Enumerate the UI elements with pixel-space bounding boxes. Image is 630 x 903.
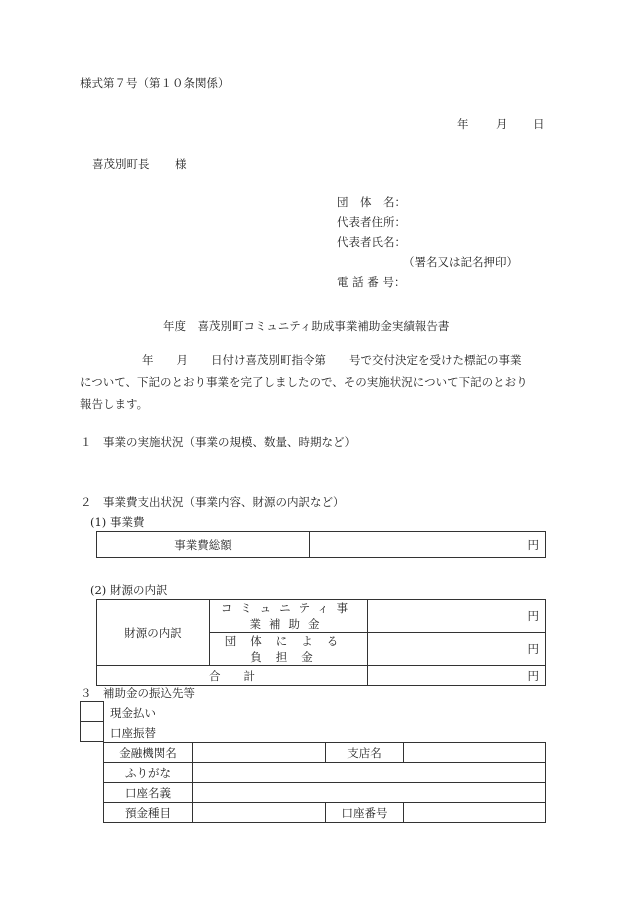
section-1-heading: １ 事業の実施状況（事業の規模、数量、時期など） [80, 435, 356, 449]
funding-subsidy-label: コミュニティ事業補助金 [210, 600, 368, 633]
table-row [97, 532, 546, 558]
account-number-field[interactable] [404, 803, 546, 823]
date-year: 年 [457, 117, 469, 131]
phone-label: 電 話 番 号： [337, 275, 406, 289]
rep-address-label: 代表者住所： [337, 215, 406, 229]
rep-name-label: 代表者氏名： [337, 235, 406, 249]
body-line-3: 報告します。 [80, 397, 149, 411]
funding-group-share-label: 団体による負担金 [210, 633, 368, 666]
table-row [104, 803, 546, 823]
account-name-label: 口座名義 [104, 783, 193, 803]
section-2-heading: ２ 事業費支出状況（事業内容、財源の内訳など） [80, 495, 345, 509]
cash-option-label: 現金払い [110, 706, 156, 720]
yen-unit: 円 [527, 537, 539, 552]
bank-account-table [103, 742, 546, 823]
funding-subsidy-value[interactable] [368, 600, 546, 633]
table-row [97, 600, 546, 633]
furigana-label: ふりがな [104, 763, 193, 783]
section-2-1-heading: (1) 事業費 [90, 515, 145, 529]
table-row [97, 666, 546, 686]
deposit-type-label: 預金種目 [104, 803, 193, 823]
bank-name-label: 金融機関名 [104, 743, 193, 763]
total-cost-value[interactable] [310, 532, 546, 558]
date-month: 月 [496, 117, 508, 131]
form-number: 様式第７号（第１０条関係） [80, 76, 230, 90]
group-name-label: 団 体 名： [337, 195, 406, 209]
total-cost-label: 事業費総額 [97, 532, 310, 558]
funding-breakdown-table [96, 599, 546, 686]
table-row [104, 743, 546, 763]
transfer-option-label: 口座振替 [110, 726, 156, 740]
yen-unit: 円 [527, 668, 539, 683]
funding-total-value[interactable] [368, 666, 546, 686]
table-row [104, 783, 546, 803]
funding-group-share-value[interactable] [368, 633, 546, 666]
yen-unit: 円 [527, 642, 539, 656]
date-day: 日 [533, 117, 545, 131]
branch-label: 支店名 [326, 743, 404, 763]
funding-group-label: 財源の内訳 [97, 600, 210, 666]
section-3-heading: ３ 補助金の振込先等 [80, 686, 195, 700]
body-line-2: について、下記のとおり事業を完了しましたので、その実施状況について下記のとおり [80, 375, 528, 389]
addressee-honorific: 様 [175, 157, 187, 171]
funding-total-label: 合 計 [97, 666, 368, 686]
account-name-field[interactable] [193, 783, 546, 803]
furigana-field[interactable] [193, 763, 546, 783]
project-cost-table [96, 531, 546, 558]
yen-unit: 円 [527, 609, 539, 623]
body-line-1: 年 月 日付け喜茂別町指令第 号で交付決定を受けた標記の事業 [142, 353, 522, 367]
transfer-checkbox[interactable] [80, 721, 104, 742]
addressee-name: 喜茂別町長 [92, 157, 150, 171]
signature-note: （署名又は記名押印） [403, 255, 518, 269]
branch-field[interactable] [404, 743, 546, 763]
table-row [104, 763, 546, 783]
deposit-type-field[interactable] [193, 803, 326, 823]
section-2-2-heading: (2) 財源の内訳 [90, 583, 168, 597]
account-number-label: 口座番号 [326, 803, 404, 823]
cash-checkbox[interactable] [80, 701, 104, 722]
report-title: 年度 喜茂別町コミュニティ助成事業補助金実績報告書 [163, 319, 450, 333]
bank-name-field[interactable] [193, 743, 326, 763]
